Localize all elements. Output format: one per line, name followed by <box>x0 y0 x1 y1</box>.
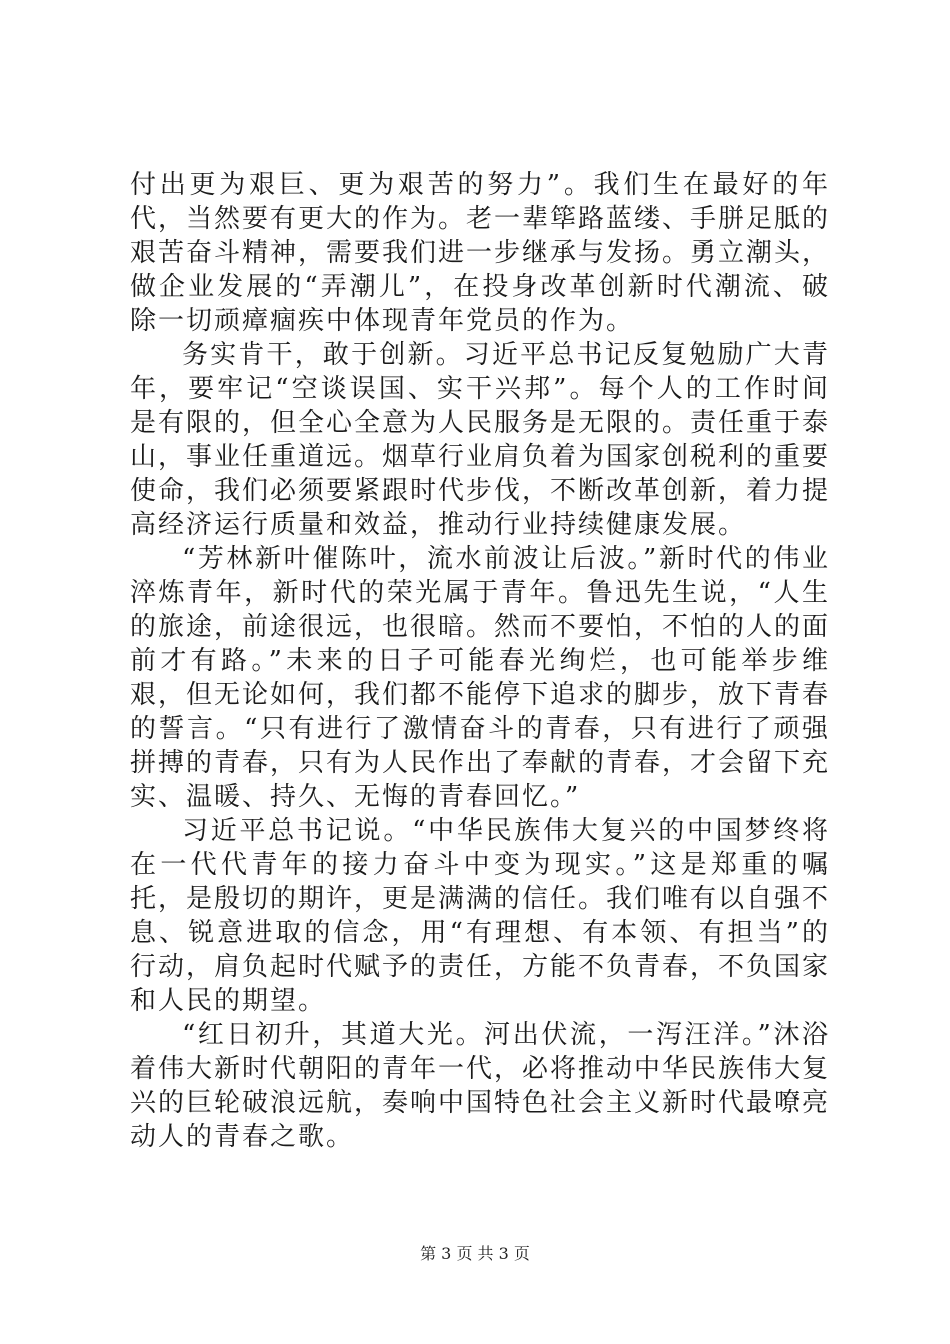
paragraph-1: 付出更为艰巨、更为艰苦的努力”。我们生在最好的年代，当然要有更大的作为。老一辈筚路蓝缕、手胼足胝的艰苦奋斗精神，需要我们进一步继承与发扬。勇立潮头，做企业发展的“弄潮儿”，在投身改革创新时代潮流、破除一切顽瘴痼疾中体现青年党员的作为。 <box>130 170 831 336</box>
paragraph-2: 务实肯干，敢于创新。习近平总书记反复勉励广大青年，要牢记“空谈误国、实干兴邦”。每个人的工作时间是有限的，但全心全意为人民服务是无限的。责任重于泰山，事业任重道远。烟草行业肩负着为国家创税利的重要使命，我们必须要紧跟时代步伐，不断改革创新，着力提高经济运行质量和效益，推动行业持续健康发展。 <box>130 340 831 540</box>
paragraph-4: 习近平总书记说。“中华民族伟大复兴的中国梦终将在一代代青年的接力奋斗中变为现实。”这是郑重的嘱托，是殷切的期许，更是满满的信任。我们唯有以自强不息、锐意进取的信念，用“有理想、有本领、有担当”的行动，肩负起时代赋予的责任，方能不负青春，不负国家和人民的期望。 <box>130 816 831 1016</box>
paragraph-5: “红日初升，其道大光。河出伏流，一泻汪洋。”沐浴着伟大新时代朝阳的青年一代，必将推动中华民族伟大复兴的巨轮破浪远航，奏响中国特色社会主义新时代最嘹亮动人的青春之歌。 <box>130 1020 831 1152</box>
page-footer: 第 3 页 共 3 页 <box>420 1244 530 1263</box>
paragraph-3: “芳林新叶催陈叶，流水前波让后波。”新时代的伟业淬炼青年，新时代的荣光属于青年。鲁迅先生说，“人生的旅途，前途很远，也很暗。然而不要怕，不怕的人的面前才有路。”未来的日子可能春光绚烂，也可能举步维艰，但无论如何，我们都不能停下追求的脚步，放下青春的誓言。“只有进行了激情奋斗的青春，只有进行了顽强拼搏的青春，只有为人民作出了奉献的青春，才会留下充实、温暖、持久、无悔的青春回忆。” <box>130 544 831 812</box>
document-body <box>130 168 830 1154</box>
